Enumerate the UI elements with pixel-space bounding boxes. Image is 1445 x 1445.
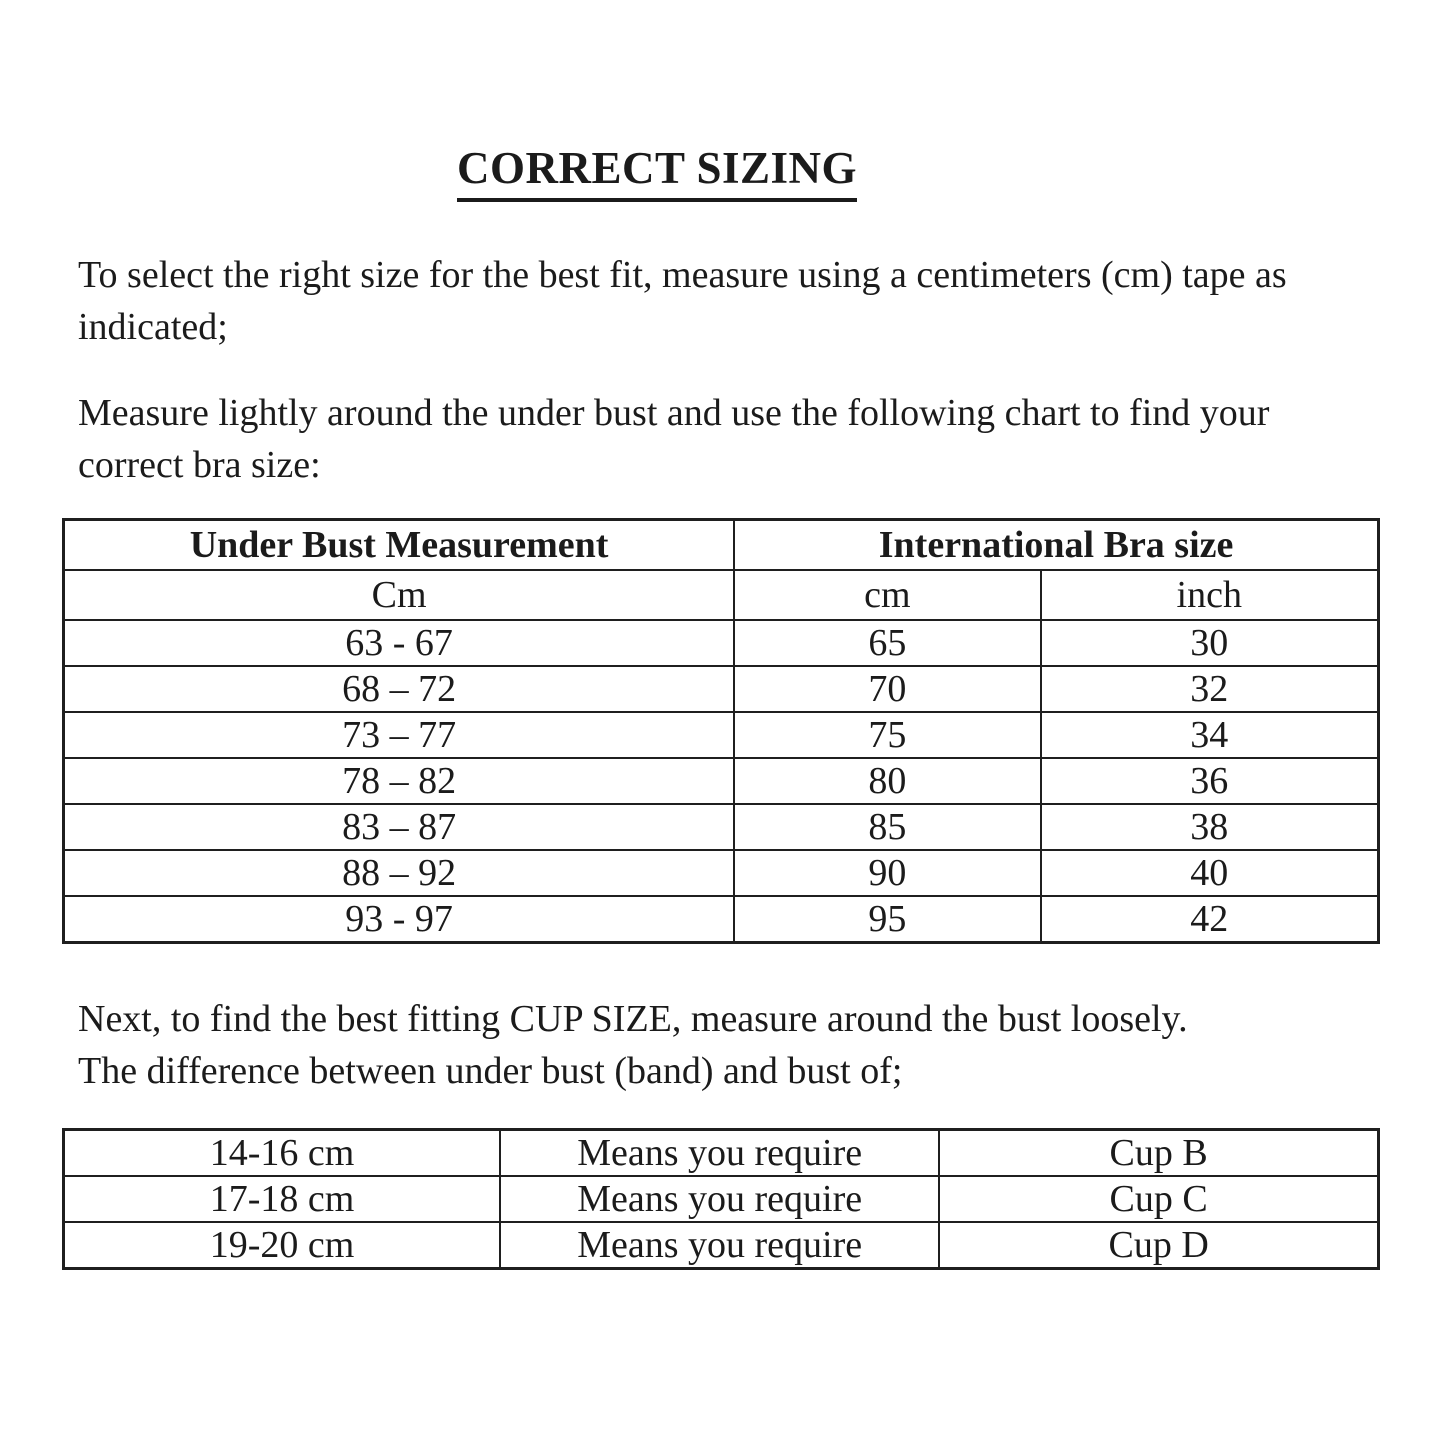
cup-difference-cell: 14-16 cm <box>64 1129 501 1176</box>
cup-size-cell: Cup B <box>939 1129 1378 1176</box>
band-range-cell: 78 – 82 <box>64 758 735 804</box>
band-table-header-under-bust: Under Bust Measurement <box>64 520 735 570</box>
intro-paragraph <box>62 249 1380 353</box>
band-table-subheader-cm-range: Cm <box>64 570 735 620</box>
band-inch-cell: 38 <box>1041 804 1379 850</box>
band-cm-cell: 85 <box>734 804 1040 850</box>
band-table-row <box>64 804 1379 850</box>
intro-paragraph-line-2: indicated; <box>78 306 228 348</box>
band-range-cell: 93 - 97 <box>64 896 735 943</box>
band-table-subheader-row <box>64 570 1379 620</box>
cup-paragraph-line-2: The difference between under bust (band) and bust of; <box>78 1049 903 1092</box>
band-table-header-row <box>64 520 1379 570</box>
cup-table-row <box>64 1222 1379 1269</box>
band-range-cell: 63 - 67 <box>64 620 735 666</box>
band-cm-cell: 70 <box>734 666 1040 712</box>
band-table-row <box>64 850 1379 896</box>
band-cm-cell: 75 <box>734 712 1040 758</box>
band-inch-cell: 42 <box>1041 896 1379 943</box>
band-table-header-international: International Bra size <box>734 520 1378 570</box>
measure-paragraph <box>62 387 1380 491</box>
intro-paragraph-line-1: To select the right size for the best fit, measure using a centimeters (cm) tape as <box>78 254 1287 296</box>
cup-difference-cell: 17-18 cm <box>64 1176 501 1222</box>
band-cm-cell: 90 <box>734 850 1040 896</box>
cup-phrase-cell: Means you require <box>500 1176 939 1222</box>
cup-table-row <box>64 1129 1379 1176</box>
band-table-subheader-cm: cm <box>734 570 1040 620</box>
cup-size-cell: Cup C <box>939 1176 1378 1222</box>
band-table-row <box>64 620 1379 666</box>
cup-difference-cell: 19-20 cm <box>64 1222 501 1269</box>
band-range-cell: 88 – 92 <box>64 850 735 896</box>
band-table-row <box>64 758 1379 804</box>
band-size-table <box>62 518 1380 944</box>
measure-paragraph-line-1: Measure lightly around the under bust and use the following chart to find your <box>78 392 1270 434</box>
band-inch-cell: 36 <box>1041 758 1379 804</box>
band-table-subheader-inch: inch <box>1041 570 1379 620</box>
band-inch-cell: 32 <box>1041 666 1379 712</box>
cup-paragraph <box>62 993 1380 1097</box>
cup-table-row <box>64 1176 1379 1222</box>
cup-paragraph-line-1: Next, to find the best fitting CUP SIZE, measure around the bust loosely. <box>78 997 1188 1040</box>
title-wrap <box>0 0 1316 202</box>
band-range-cell: 68 – 72 <box>64 666 735 712</box>
band-table-row <box>64 896 1379 943</box>
cup-size-cell: Cup D <box>939 1222 1378 1269</box>
cup-phrase-cell: Means you require <box>500 1129 939 1176</box>
page-title: CORRECT SIZING <box>457 142 857 202</box>
band-inch-cell: 30 <box>1041 620 1379 666</box>
cup-size-table <box>62 1128 1380 1270</box>
band-table-row <box>64 666 1379 712</box>
band-inch-cell: 34 <box>1041 712 1379 758</box>
cup-phrase-cell: Means you require <box>500 1222 939 1269</box>
band-cm-cell: 65 <box>734 620 1040 666</box>
band-table-row <box>64 712 1379 758</box>
band-range-cell: 73 – 77 <box>64 712 735 758</box>
measure-paragraph-line-2: correct bra size: <box>78 444 321 486</box>
band-range-cell: 83 – 87 <box>64 804 735 850</box>
band-inch-cell: 40 <box>1041 850 1379 896</box>
band-cm-cell: 80 <box>734 758 1040 804</box>
band-cm-cell: 95 <box>734 896 1040 943</box>
